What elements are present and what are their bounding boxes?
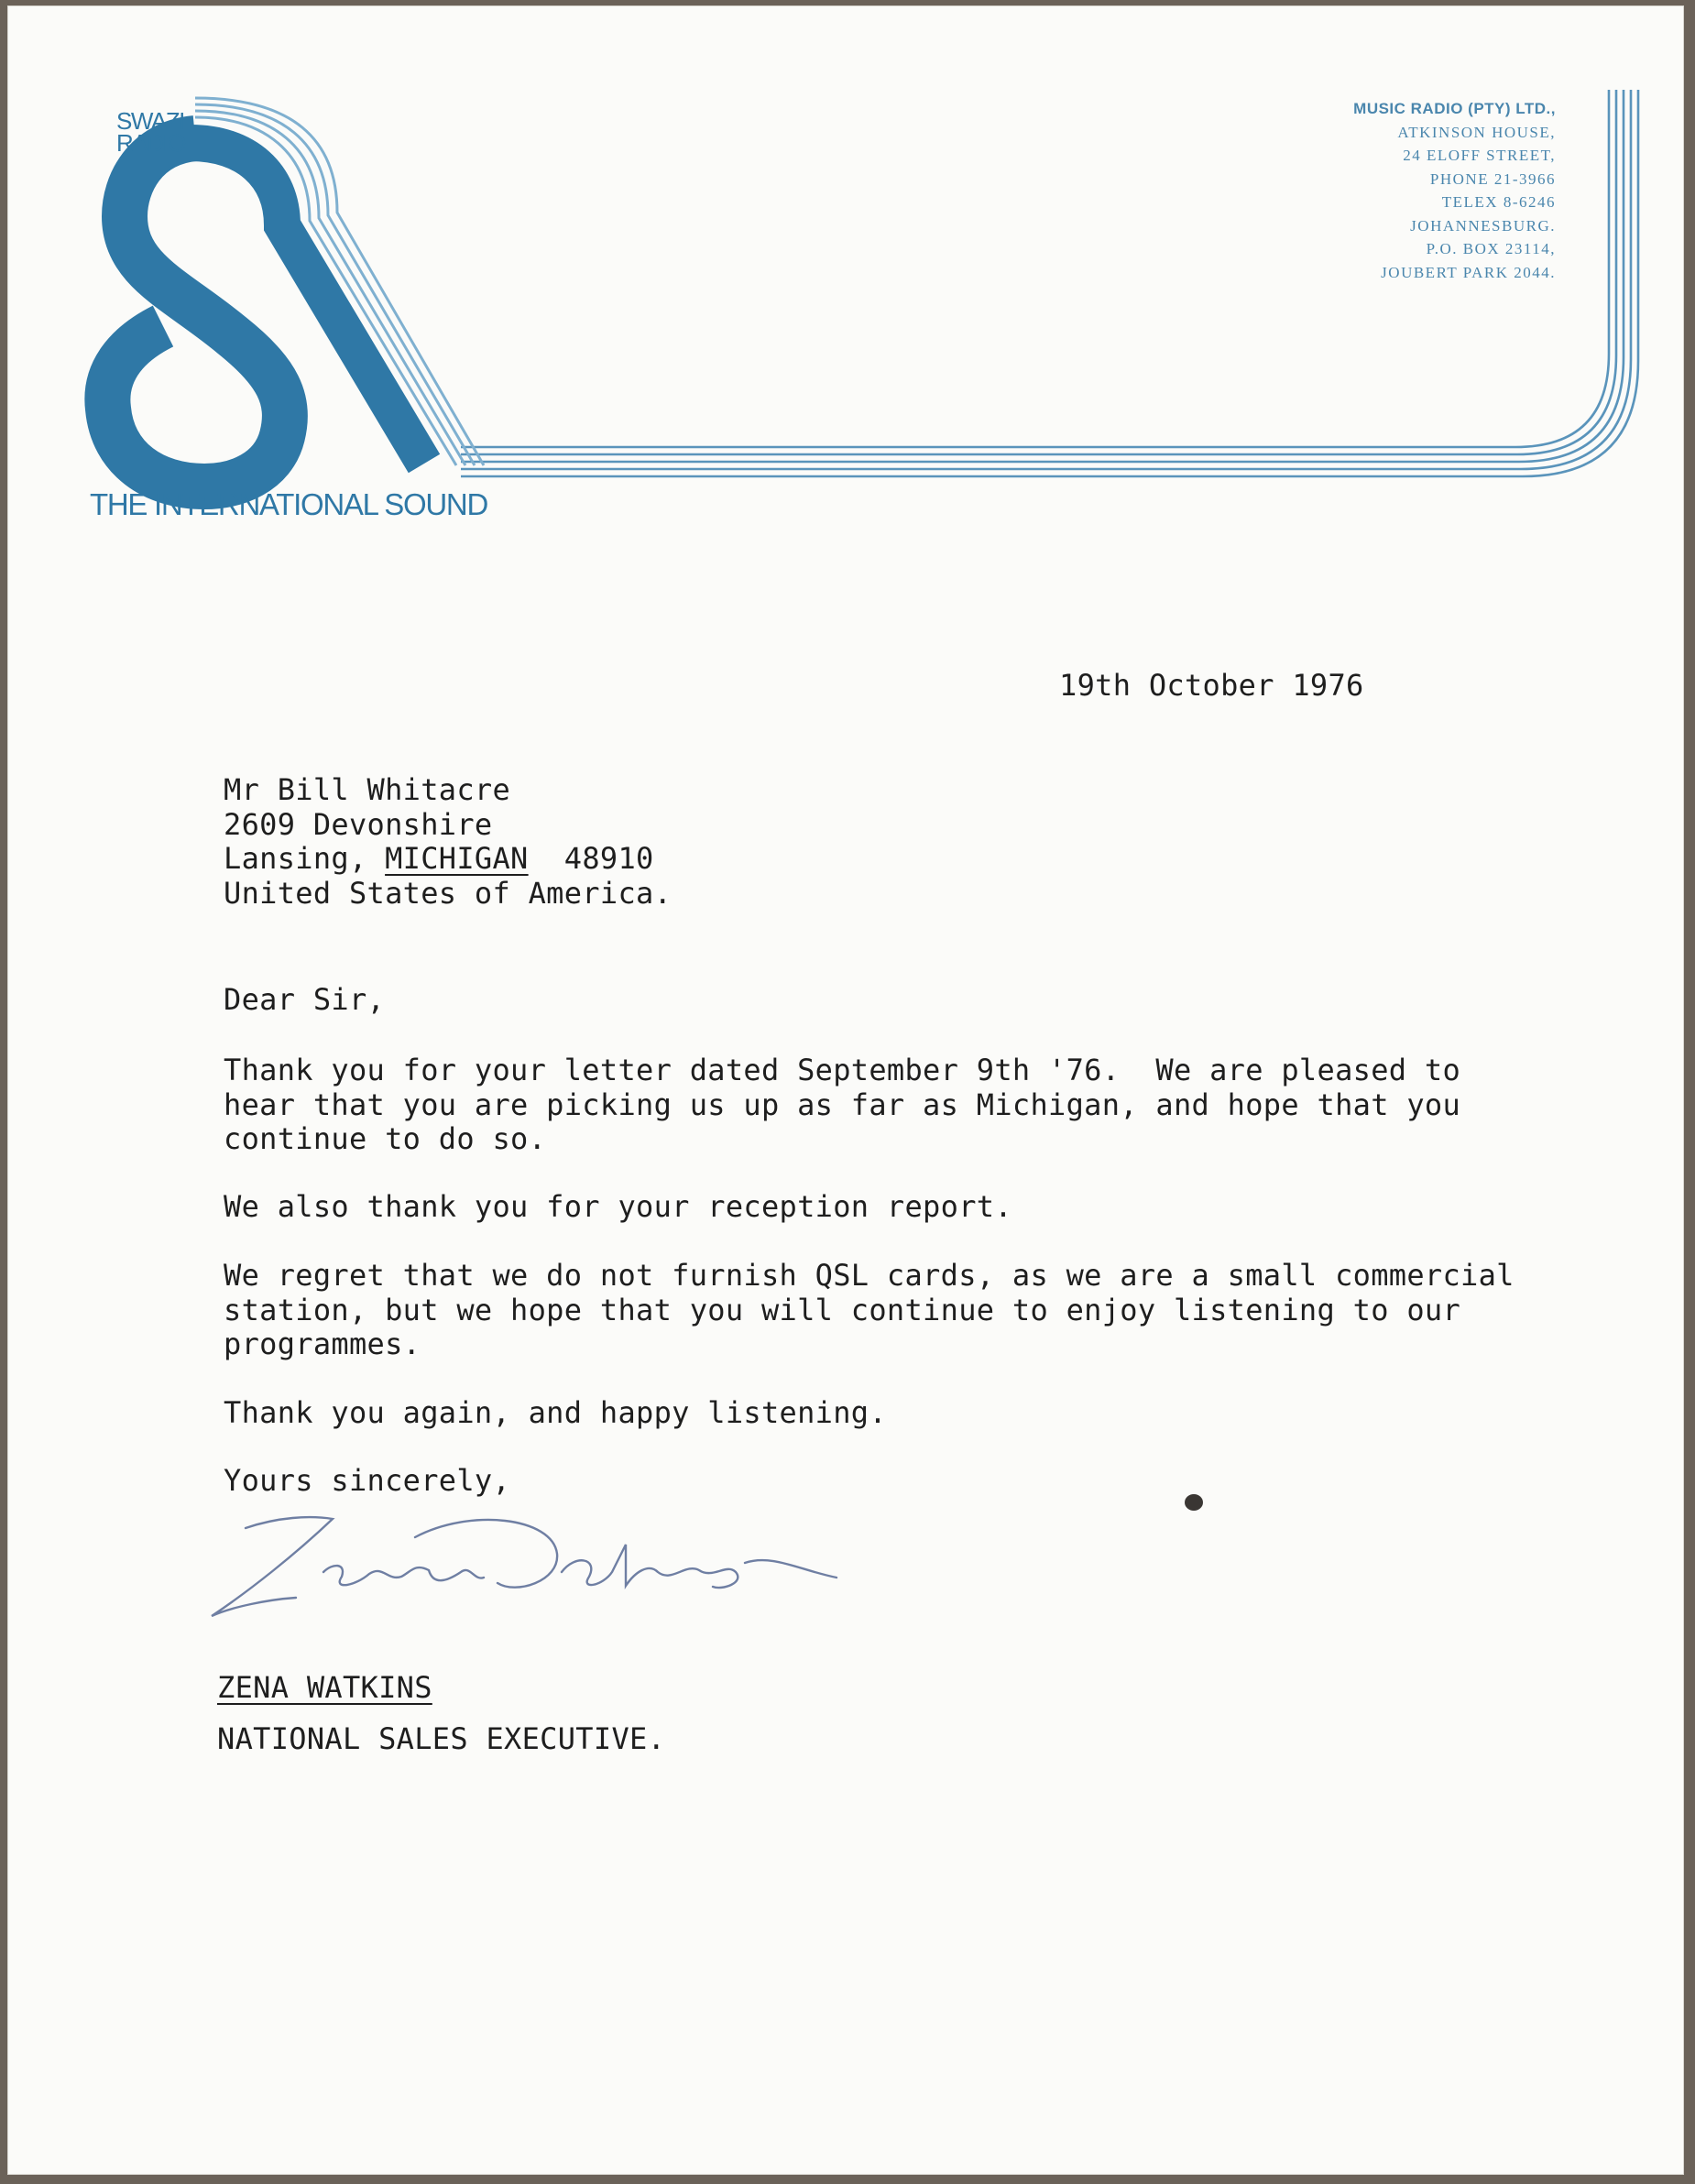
paragraph: We also thank you for your reception report. bbox=[224, 1189, 1012, 1224]
recipient-street: 2609 Devonshire bbox=[224, 806, 493, 842]
handwritten-signature bbox=[195, 1499, 855, 1636]
letter-page bbox=[7, 5, 1684, 2175]
ink-spot bbox=[1185, 1494, 1203, 1511]
company-address bbox=[1353, 97, 1556, 284]
address-line: JOUBERT PARK 2044. bbox=[1381, 263, 1556, 281]
address-line: 24 ELOFF STREET, bbox=[1403, 147, 1556, 164]
recipient-city-line bbox=[224, 842, 672, 877]
address-line: PHONE 21-3966 bbox=[1429, 169, 1556, 188]
signer-title: NATIONAL SALES EXECUTIVE. bbox=[217, 1721, 666, 1756]
tagline: THE INTERNATIONAL SOUND bbox=[90, 487, 487, 521]
address-line: P.O. BOX 23114, bbox=[1426, 240, 1556, 257]
salutation: Dear Sir, bbox=[224, 982, 386, 1017]
logo-text: SWAZI RADIO bbox=[116, 107, 185, 157]
address-line: TELEX 8-6246 bbox=[1441, 193, 1556, 211]
recipient-city: Lansing, bbox=[224, 841, 386, 876]
paragraph: Thank you for your letter dated September 9th '76. We are pleased to hear that you are picking us up as far as Michigan, and hope that you continue to do so. bbox=[224, 1053, 1461, 1156]
recipient-name: Mr Bill Whitacre bbox=[224, 772, 511, 807]
signer-name: ZENA WATKINS bbox=[217, 1670, 432, 1705]
address-line: ATKINSON HOUSE, bbox=[1397, 123, 1556, 141]
company-name: MUSIC RADIO (PTY) LTD., bbox=[1353, 100, 1556, 117]
recipient-state: MICHIGAN bbox=[385, 841, 529, 876]
closing: Yours sincerely, bbox=[224, 1463, 511, 1498]
paragraph: We regret that we do not furnish QSL cards, as we are a small commercial station, but we hope that you will continue to enjoy listening to our programmes. bbox=[224, 1258, 1515, 1361]
address-line: JOHANNESBURG. bbox=[1410, 216, 1556, 235]
recipient-address bbox=[224, 773, 672, 911]
recipient-country: United States of America. bbox=[224, 875, 673, 911]
letter-date: 19th October 1976 bbox=[1059, 668, 1364, 703]
recipient-zip: 48910 bbox=[528, 841, 654, 876]
paragraph: Thank you again, and happy listening. bbox=[224, 1395, 887, 1430]
